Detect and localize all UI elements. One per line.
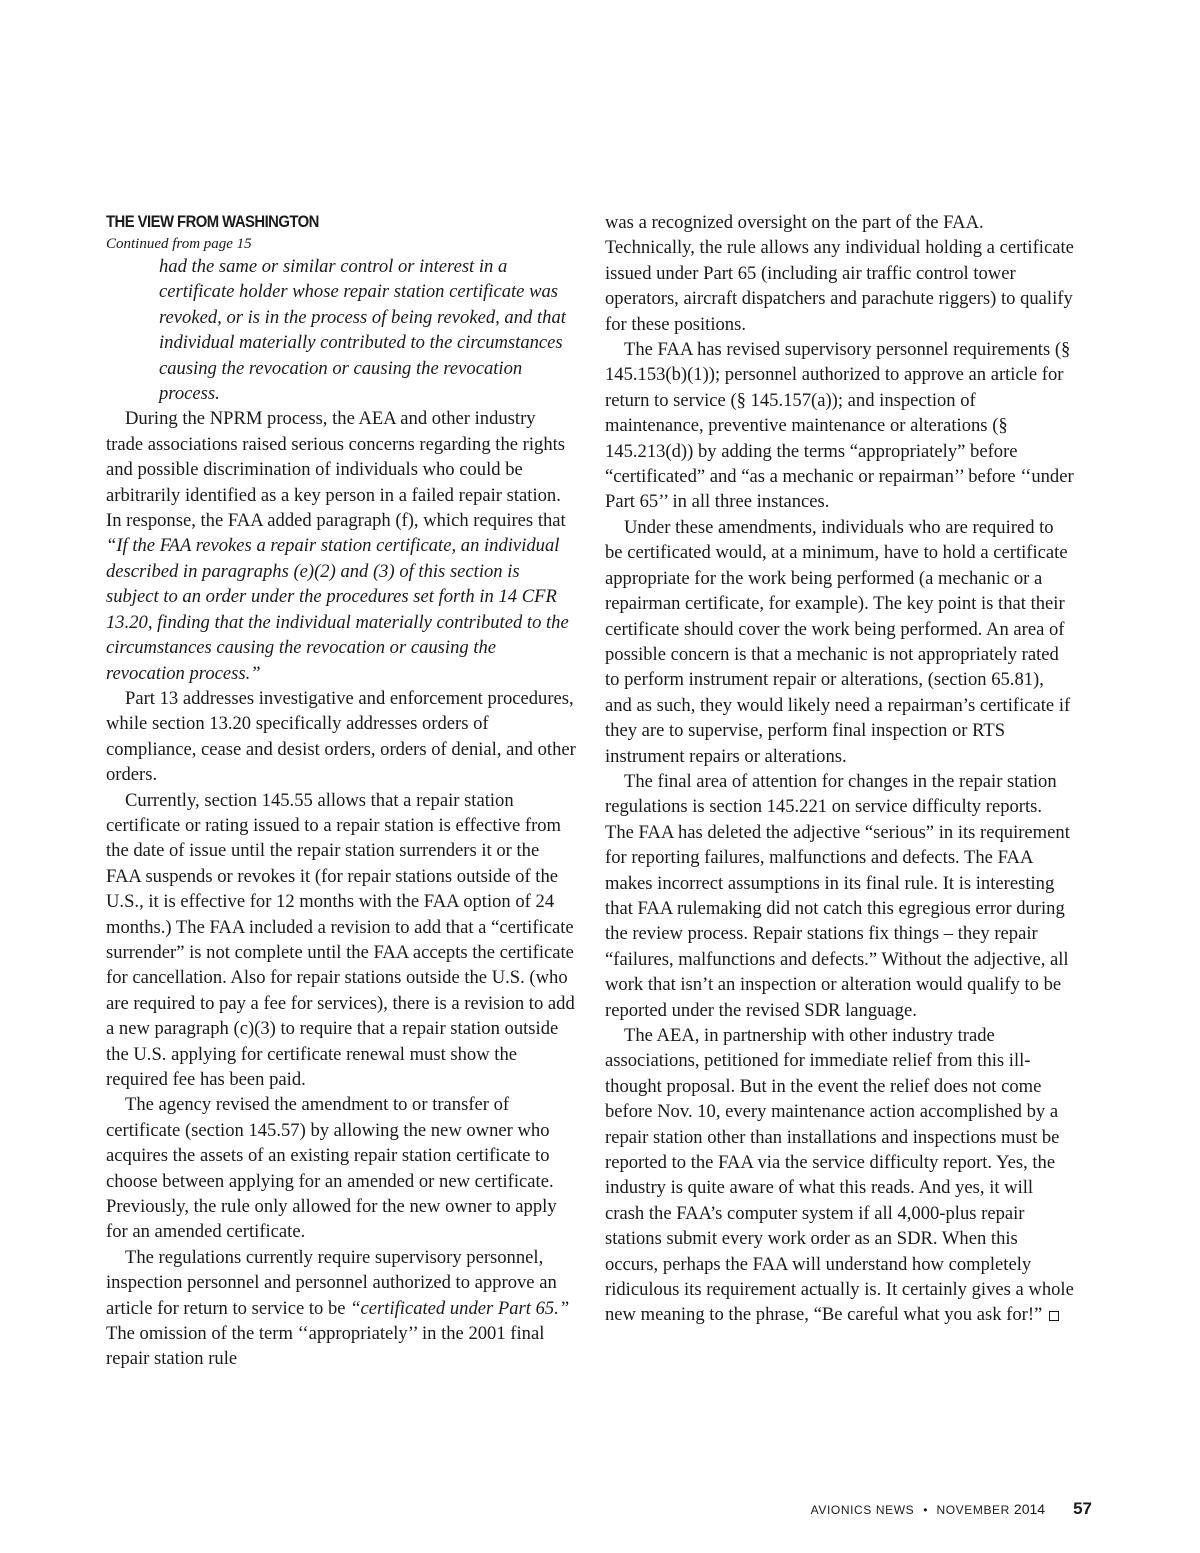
paragraph: Currently, section 145.55 allows that a repair station certificate or rating issued to a repair station is effective from the date of issue until the repair station surrenders it or the FAA suspends or revokes it (for repair stations outside of the U.S., it is effective for 12 months with the FAA option of 24 months.) The FAA included a revision to add that a “certificate surrender” is not complete until the FAA accepts the certificate for cancellation. Also for repair stations outside the U.S. (who are required to pay a fee for services), there is a revision to add a new paragraph (c)(3) to require that a repair station outside the U.S. applying for certificate renewal must show the required fee has been paid. (106, 789, 575, 1090)
page-footer (811, 1499, 1092, 1519)
paragraph: The final area of attention for changes in the repair station regulations is section 145.221 on service difficulty reports. The FAA has deleted the adjective “serious” in its requirement for reporting failures, malfunctions and defects. The FAA makes incorrect assumptions in its final rule. It is interesting that FAA rulemaking did not catch this egregious error during the review process. Repair stations fix things – they repair “failures, malfunctions and defects.” Without the adjective, all work that isn’t an inspection or alteration would qualify to be reported under the revised SDR language. (605, 770, 1070, 1021)
page-number: 57 (1073, 1499, 1092, 1518)
bullet-separator: • (923, 1503, 928, 1517)
paragraph-text: The AEA, in partnership with other industry trade associations, petitioned for immediate relief from this ill-thought proposal. But in the event the relief does not come before Nov. 10, every maintenance action accomplished by a repair station other than installations and inspections must be reported to the FAA via the service difficulty report. Yes, the industry is quite aware of what this reads. And yes, it will crash the FAA’s computer system if all 4,000-plus repair stations submit every work order as an SDR. When this occurs, perhaps the FAA will understand how completely ridiculous its requirement actually is. It certainly gives a whole new meaning to the phrase, “Be careful what you ask for!” (605, 1025, 1074, 1326)
paragraph: The agency revised the amendment to or transfer of certificate (section 145.57) by allowing the new owner who acquires the assets of an existing repair station certificate to choose between applying for an amended or new certificate. Previously, the rule only allowed for the new owner to apply for an amended certificate. (106, 1094, 557, 1243)
paragraph-text: During the NPRM process, the AEA and other industry trade associations raised serious concerns regarding the rights and possible discrimination of individuals who could be arbitrarily identified as a key person in a failed repair station. In response, the FAA added paragraph (f), which requires that (106, 408, 566, 532)
paragraph-text: The omission of the term ‘‘appropriately’’ in the 2001 final repair station rule (106, 1323, 545, 1370)
paragraph (605, 1023, 1075, 1328)
publication-name: AVIONICS NEWS (810, 1503, 915, 1517)
left-column (106, 210, 576, 1372)
right-column (605, 210, 1075, 1328)
paragraph: was a recognized oversight on the part of the FAA. Technically, the rule allows any individual holding a certificate issued under Part 65 (including air traffic control tower operators, aircraft dispatchers and parachute riggers) to qualify for these positions. (605, 212, 1074, 335)
block-quote (106, 254, 576, 406)
issue-year: 2014 (1013, 1501, 1046, 1517)
paragraph-text: The regulations currently require supervisory personnel, inspection personnel and personnel authorized to approve an article for return to service to be (106, 1246, 557, 1319)
end-mark-icon (1049, 1311, 1059, 1321)
paragraph: Part 13 addresses investigative and enforcement procedures, while section 13.20 specifically addresses orders of compliance, cease and desist orders, orders of denial, and other orders. (106, 687, 576, 786)
block-quote-text: had the same or similar control or interest in a certificate holder whose repair station certificate was revoked, or is in the process of being revoked, and that individual materially contributed to the circumstances causing the revocation or causing the revocation process. (159, 256, 566, 405)
paragraph-quote: “If the FAA revokes a repair station certificate, an individual described in paragraphs (e)(2) and (3) of this section is subject to an order under the procedures set forth in 14 CFR 13.20, finding that the individual materially contributed to the circumstances causing the revocation or causing the revocation process.” (106, 535, 569, 684)
issue-month: NOVEMBER (936, 1503, 1010, 1517)
paragraph (106, 1245, 576, 1372)
section-heading: THE VIEW FROM WASHINGTON (106, 213, 319, 231)
continued-note: Continued from page 15 (106, 236, 252, 252)
paragraph (106, 406, 576, 685)
paragraph-quote: “certificated under Part 65.” (350, 1297, 570, 1319)
paragraph: Under these amendments, individuals who are required to be certificated would, at a minimum, have to hold a certificate appropriate for the work being performed (a mechanic or a repairman certificate, for example). The key point is that their certificate should cover the work being performed. An area of possible concern is that a mechanic is not appropriately rated to perform instrument repair or alterations, (section 65.81), and as such, they would likely need a repairman’s certificate if they are to supervise, perform final inspection or RTS instrument repairs or alterations. (605, 516, 1071, 767)
paragraph: The FAA has revised supervisory personnel requirements (§ 145.153(b)(1)); personnel authorized to approve an article for return to service (§ 145.157(a)); and inspection of maintenance, preventive maintenance or alterations (§ 145.213(d)) by adding the terms “appropriately” before “certificated” and “as a mechanic or repairman’’ before ‘‘under Part 65’’ in all three instances. (605, 339, 1074, 513)
